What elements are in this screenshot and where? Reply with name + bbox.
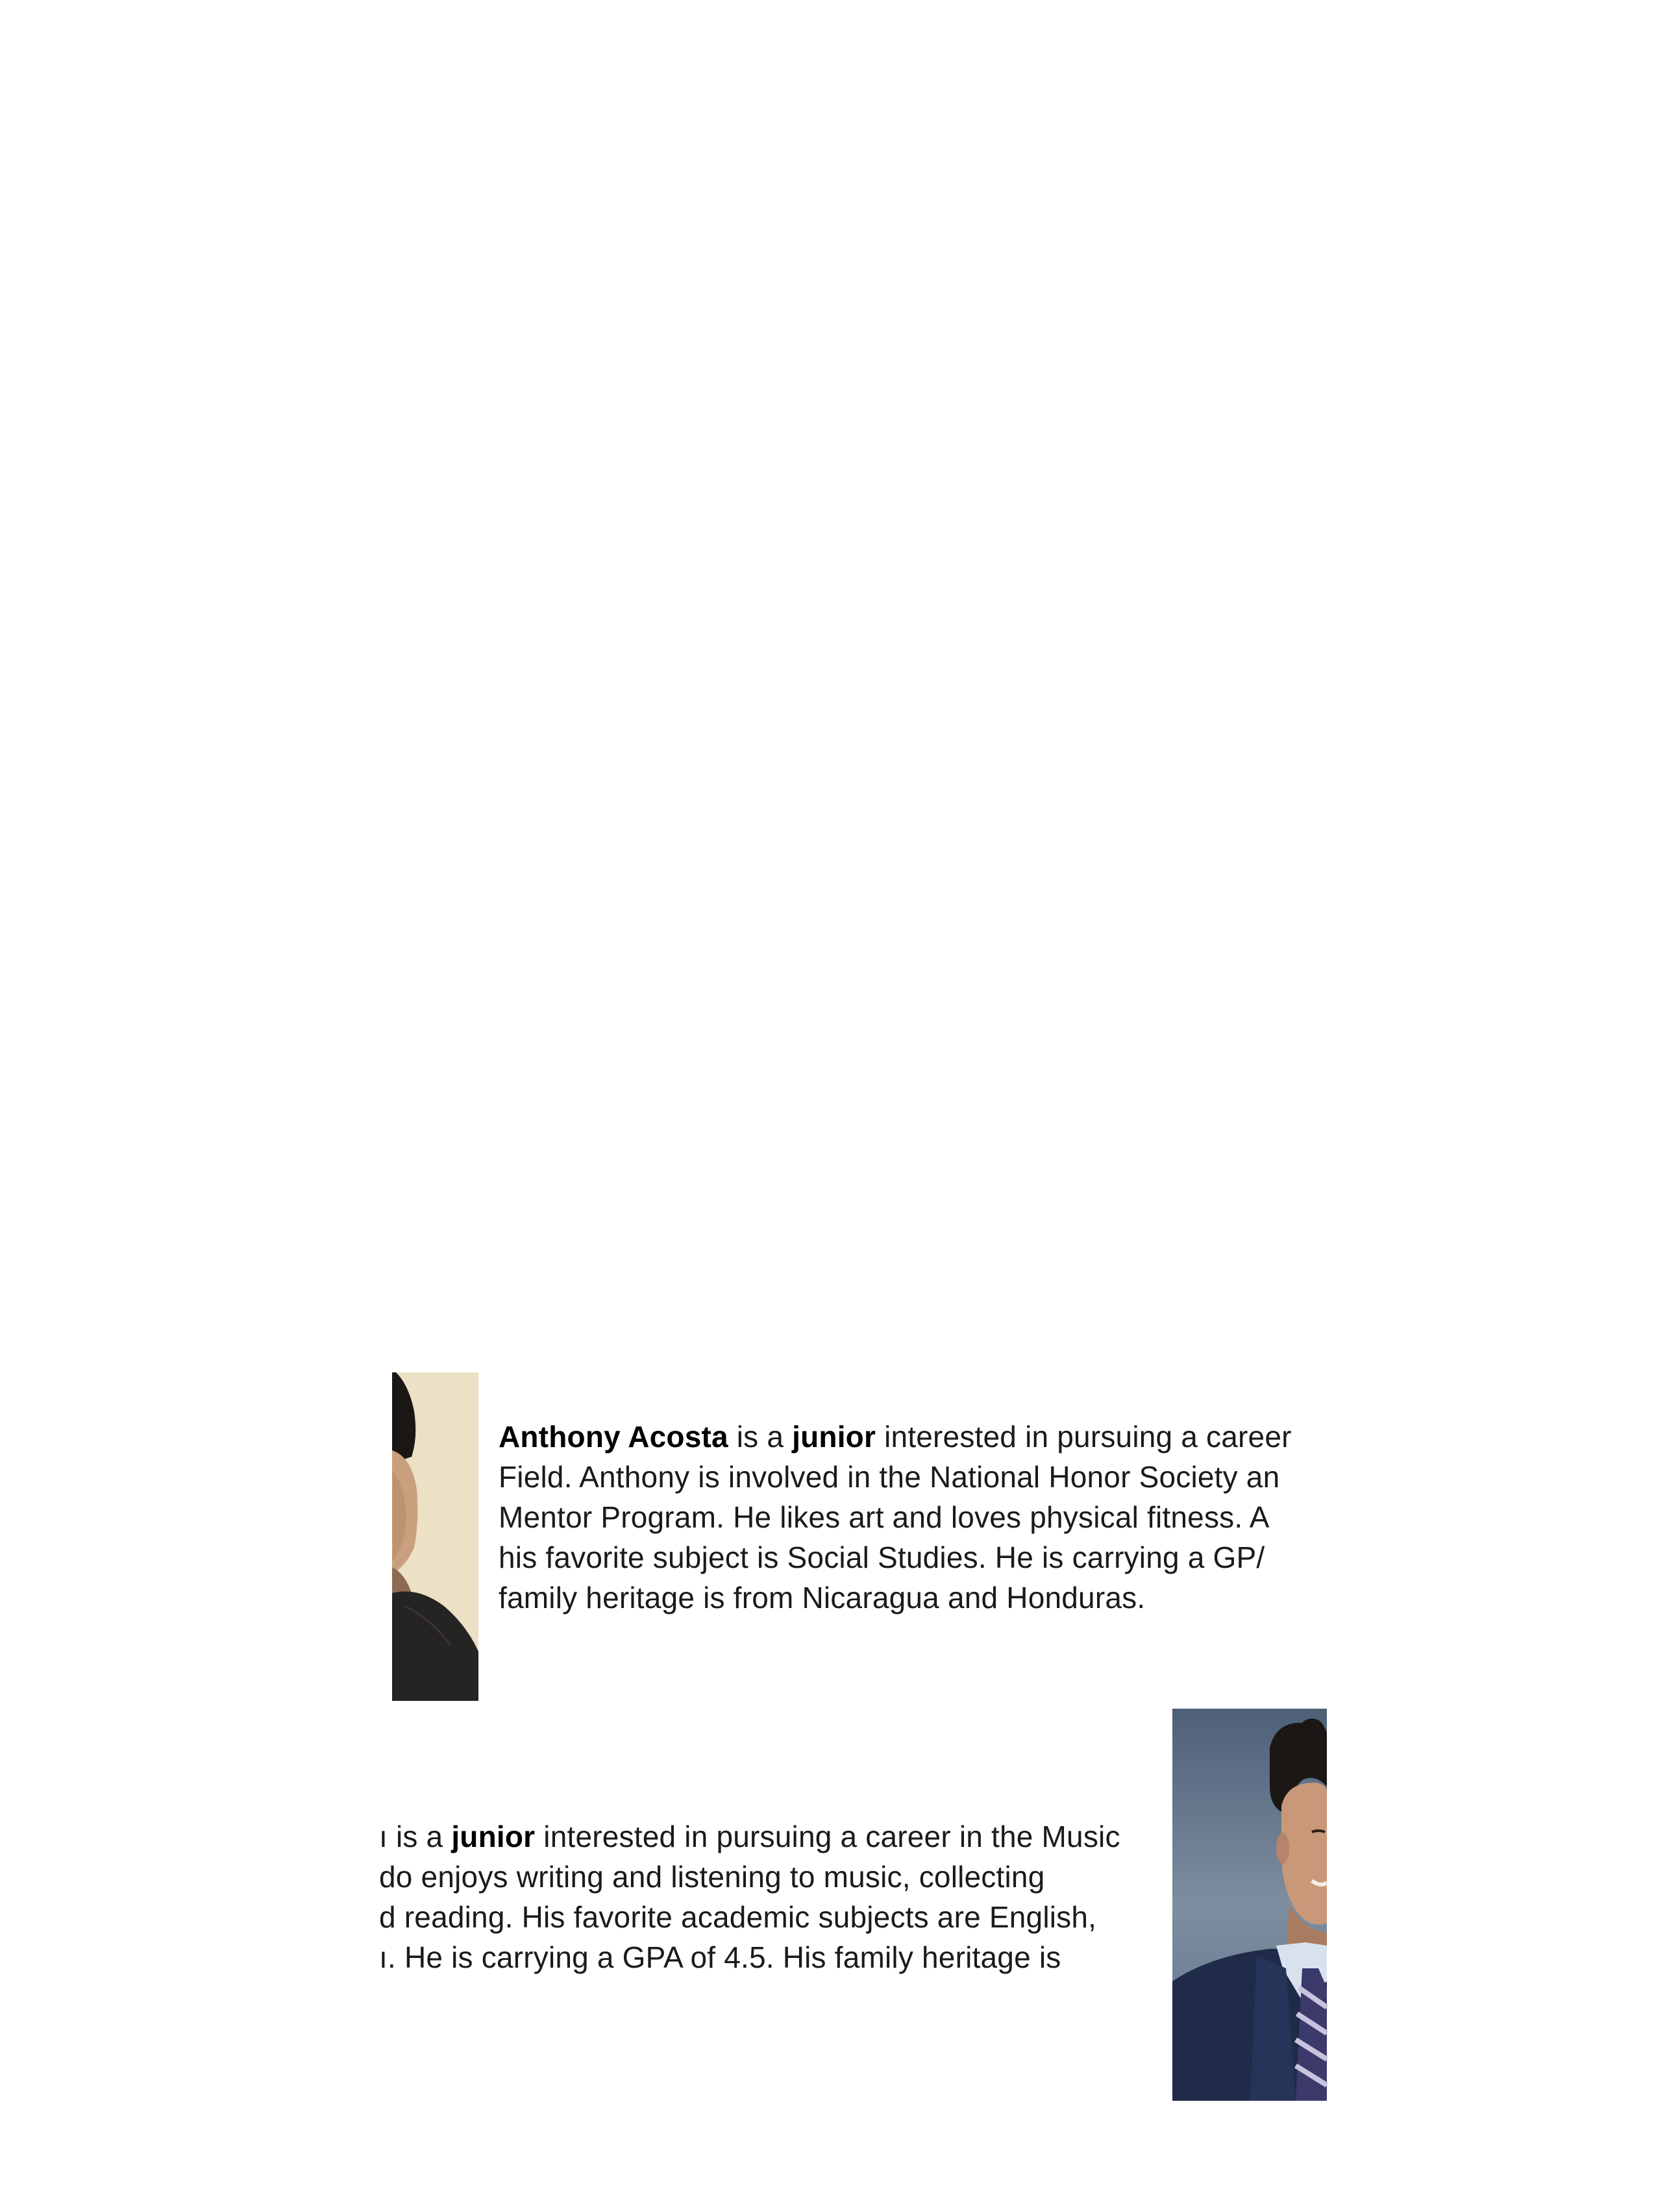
- bio-line: [379, 1816, 1120, 1857]
- bio-text: interested in pursuing a career in the Music: [535, 1820, 1120, 1853]
- bio-text: interested in pursuing a career: [876, 1420, 1292, 1454]
- bio-line: Field. Anthony is involved in the National Honor Society an: [499, 1460, 1280, 1494]
- bio-text: ı is a: [379, 1820, 452, 1853]
- portrait-photo-second-student: [1172, 1709, 1327, 2101]
- bio-line: d reading. His favorite academic subjects are English,: [379, 1900, 1097, 1934]
- bio-line: do enjoys writing and listening to music, collecting: [379, 1860, 1045, 1894]
- bio-line: ı. He is carrying a GPA of 4.5. His family heritage is: [379, 1940, 1061, 1974]
- bio-anthony-acosta: [499, 1417, 1292, 1618]
- bio-text: is a: [728, 1420, 793, 1454]
- student-name: Anthony Acosta: [499, 1420, 728, 1454]
- bio-line: Mentor Program. He likes art and loves physical fitness. A: [499, 1500, 1270, 1534]
- document-content: [379, 1350, 1327, 2116]
- bio-line: [499, 1417, 1292, 1457]
- bio-line: family heritage is from Nicaragua and Honduras.: [499, 1581, 1146, 1615]
- grade-level: junior: [792, 1420, 876, 1454]
- portrait-photo-anthony-acosta: [392, 1372, 478, 1701]
- bio-line: his favorite subject is Social Studies. He is carrying a GP/: [499, 1541, 1265, 1574]
- grade-level: junior: [451, 1820, 536, 1853]
- bio-second-student: [379, 1816, 1120, 1977]
